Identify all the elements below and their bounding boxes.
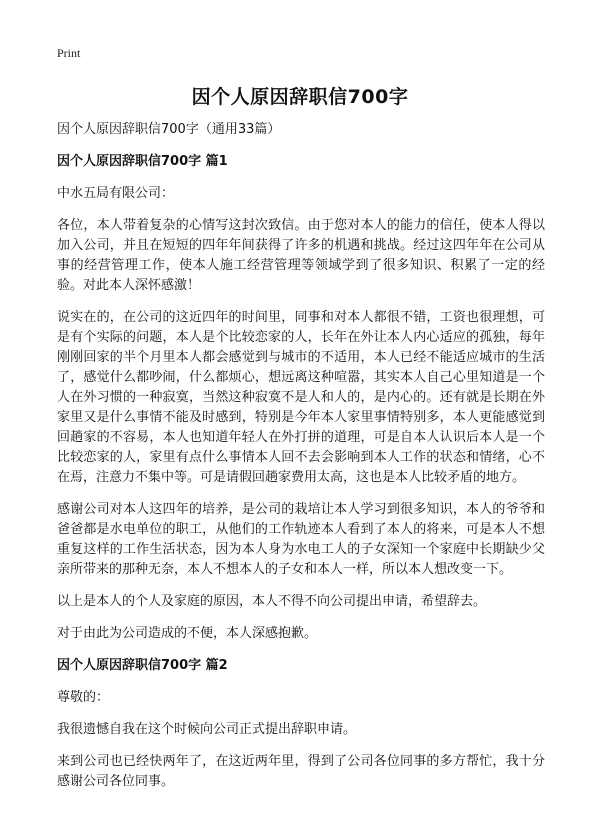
paragraph: 以上是本人的个人及家庭的原因，本人不得不向公司提出申请，希望辞去。 (57, 594, 487, 609)
paragraph: 中水五局有限公司： (57, 186, 175, 201)
paragraph: 对于由此为公司造成的不便，本人深感抱歉。 (57, 626, 318, 641)
paragraph: 说实在的，在公司的这近四年的时间里，同事和对本人都很不错，工资也很理想，可是有个实际的问题，本人是个比较恋家的人，长年在外让本人内心适应的孤独，每年刚刚回家的半个月里本人都会感觉到与城市的不适用，本人已经不能适应城市的生活了，感觉什么都吵闹，什么都烦心，想远离这种喧嚣，其实本人自己心里知道是一个人在外习惯的一种寂寞，当然这种寂寞不是人和人的，是内心的。还有就是长期在外家里又是什么事情不能及时感到，特别是今年本人家里事情特别多，本人更能感觉到回趟家的不容易，本人也知道年轻人在外打拼的道理，可是自本人认识后本人是一个比较恋家的人，家里有点什么事情本人回不去会影响到本人工作的状态和情绪，心不在焉，注意力不集中等。可是请假回趟家费用太高，这也是本人比较矛盾的地方。 (57, 310, 545, 485)
paragraph: 尊敬的： (57, 690, 110, 705)
document-subtitle: 因个人原因辞职信700字（通用33篇） (57, 122, 281, 137)
section-heading: 因个人原因辞职信700字 篇2 (57, 658, 228, 673)
print-label: Print (57, 46, 81, 60)
document-title: 因个人原因辞职信700字 (191, 86, 409, 108)
paragraph: 各位，本人带着复杂的心情写这封次致信。由于您对本人的能力的信任，使本人得以加入公司，并且在短短的四年年间获得了许多的机遇和挑战。经过这四年年在公司从事的经营管理工作，使本人施工经营管理等领域学到了很多知识、积累了一定的经验。对此本人深怀感激！ (57, 218, 545, 293)
section-heading: 因个人原因辞职信700字 篇1 (57, 154, 228, 169)
document-body (57, 120, 545, 804)
paragraph: 来到公司也已经快两年了，在这近两年里，得到了公司各位同事的多方帮忙，我十分感谢公司各位同事。 (57, 754, 545, 789)
paragraph: 感谢公司对本人这四年的培养，是公司的栽培让本人学习到很多知识，本人的爷爷和爸爸都是水电单位的职工，从他们的工作轨迹本人看到了本人的将来，可是本人不想重复这样的工作生活状态，因为本人身为水电工人的子女深知一个家庭中长期缺少父亲所带来的那种无奈，本人不想本人的子女和本人一样，所以本人想改变一下。 (57, 502, 545, 577)
paragraph: 我很遗憾自我在这个时候向公司正式提出辞职申请。 (57, 722, 357, 737)
